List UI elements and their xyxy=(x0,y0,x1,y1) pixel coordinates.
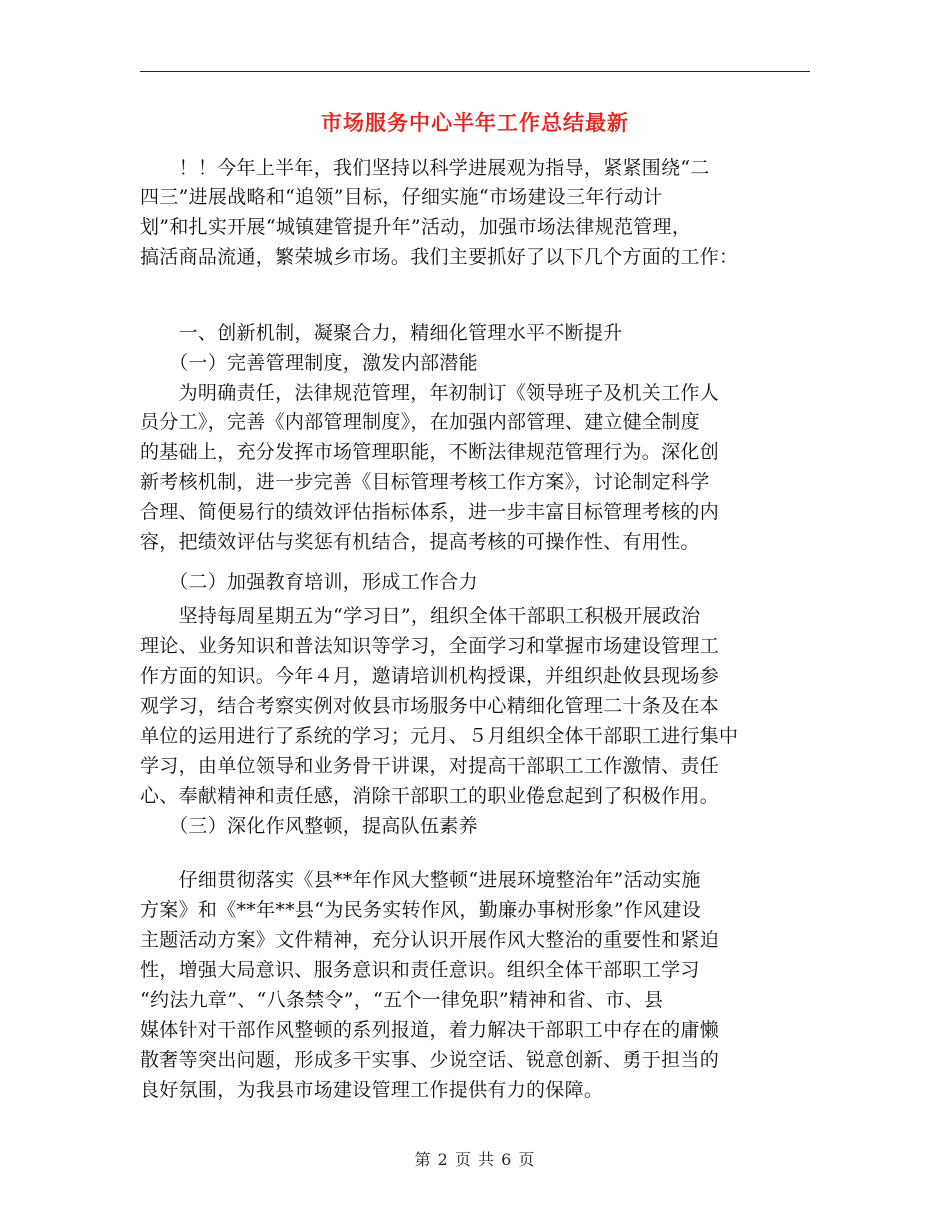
body-line: 容，把绩效评估与奖惩有机结合，提高考核的可操作性、有用性。 xyxy=(140,531,700,553)
body-line: 四三”进展战略和“追领”目标，仔细实施“市场建设三年行动计 xyxy=(140,186,663,208)
body-line: 方案》和《**年**县“为民务实转作风，勤廉办事树形象”作风建设 xyxy=(140,899,702,921)
body-line: 学习，由单位领导和业务骨干讲课，对提高干部职工工作激情、责任 xyxy=(140,755,720,777)
body-line: “约法九章”、“八条禁令”，“五个一律免职”精神和省、市、县 xyxy=(140,989,664,1011)
body-line: 性，增强大局意识、服务意识和责任意识。组织全体干部职工学习 xyxy=(140,959,700,981)
body-line: 观学习，结合考察实例对攸县市场服务中心精细化管理二十条及在本 xyxy=(140,695,720,717)
body-line: 合理、简便易行的绩效评估指标体系，进一步丰富目标管理考核的内 xyxy=(140,501,720,523)
header-rule xyxy=(140,71,810,72)
body-line: （一）完善管理制度，激发内部潜能 xyxy=(140,352,478,374)
body-line: 的基础上，充分发挥市场管理职能，不断法律规范管理行为。深化创 xyxy=(140,441,720,463)
body-line: 媒体针对干部作风整顿的系列报道，着力解决干部职工中存在的庸懒 xyxy=(140,1019,720,1041)
document-title: 市场服务中心半年工作总结最新 xyxy=(321,110,629,135)
body-line: 良好氛围，为我县市场建设管理工作提供有力的保障。 xyxy=(140,1079,604,1101)
body-line: （二）加强教育培训，形成工作合力 xyxy=(140,571,478,593)
body-line: 新考核机制，进一步完善《目标管理考核工作方案》，讨论制定科学 xyxy=(140,471,710,493)
body-line: 一、创新机制，凝聚合力，精细化管理水平不断提升 xyxy=(140,322,623,344)
body-line: 坚持每周星期五为“学习日”，组织全体干部职工积极开展政治 xyxy=(140,605,701,627)
body-line: （三）深化作风整顿，提高队伍素养 xyxy=(140,815,478,837)
body-line: 散奢等突出问题，形成多干实事、少说空话、锐意创新、勇于担当的 xyxy=(140,1049,720,1071)
body-line: 搞活商品流通，繁荣城乡市场。我们主要抓好了以下几个方面的工作： xyxy=(140,246,739,268)
body-line: 员分工》，完善《内部管理制度》，在加强内部管理、建立健全制度 xyxy=(140,411,701,433)
body-line: 单位的运用进行了系统的学习；元月、５月组织全体干部职工进行集中 xyxy=(140,725,739,747)
body-line: 为明确责任，法律规范管理，年初制订《领导班子及机关工作人 xyxy=(140,382,720,404)
body-line: 作方面的知识。今年４月，邀请培训机构授课，并组织赴攸县现场参 xyxy=(140,665,720,687)
page-number: 第 2 页 共 6 页 xyxy=(414,1150,536,1169)
body-line: 划”和扎实开展“城镇建管提升年”活动，加强市场法律规范管理， xyxy=(140,216,692,238)
body-line: 心、奉献精神和责任感，消除干部职工的职业倦怠起到了积极作用。 xyxy=(140,785,720,807)
body-line: 仔细贯彻落实《县**年作风大整顿“进展环境整治年”活动实施 xyxy=(140,869,701,891)
body-line: 理论、业务知识和普法知识等学习，全面学习和掌握市场建设管理工 xyxy=(140,635,720,657)
body-line: 主题活动方案》文件精神，充分认识开展作风大整治的重要性和紧迫 xyxy=(140,929,720,951)
body-line: ！！今年上半年，我们坚持以科学进展观为指导，紧紧围绕“二 xyxy=(140,157,710,179)
